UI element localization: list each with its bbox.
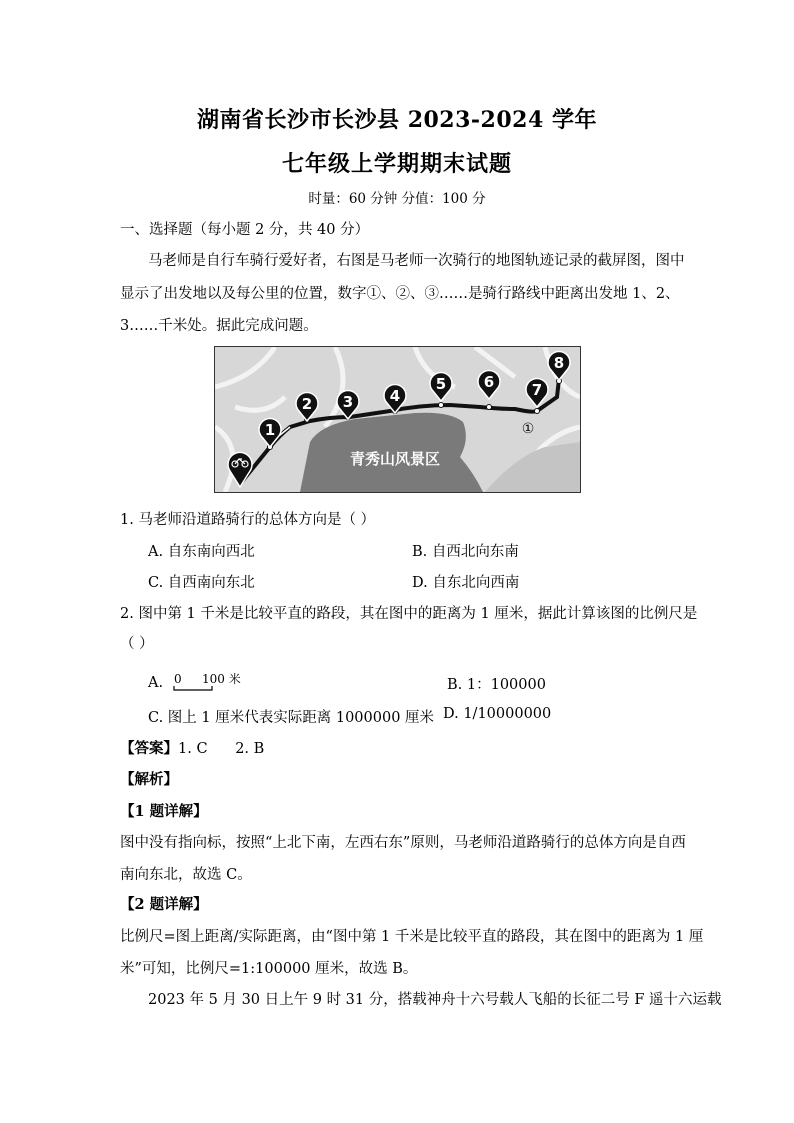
exam-meta: 时量：60 分钟 分值：100 分 [308,191,486,207]
km-marker-label: 4 [389,387,401,405]
km-marker-label: 5 [435,375,447,393]
q2-option-b: B. 1：100000 [447,677,546,693]
circled-label: ① [521,421,535,437]
km-marker-label: 8 [553,354,565,372]
exam-title: 湖南省长沙市长沙县 2023-2024 学年 [197,107,597,133]
km-marker-label: 1 [264,421,276,439]
scale-zero: 0 [173,672,182,686]
km-marker-label: 3 [342,393,354,411]
question-2-stem-2: （ ） [120,636,154,652]
scale-bar-icon [168,672,258,694]
section-heading: 一、选择题（每小题 2 分，共 40 分） [120,222,370,238]
question-2-stem-1: 2. 图中第 1 千米是比较平直的路段，其在图中的距离为 1 厘米，据此计算该图的比例尺是 [120,606,698,622]
question-1-stem: 1. 马老师沿道路骑行的总体方向是（ ） [120,512,376,528]
q1-option-d: D. 自东北向西南 [412,575,520,591]
q2-option-a [148,672,258,694]
km-marker-label: 7 [531,381,543,399]
q2-detail-line-2: 米”可知，比例尺=1:100000 厘米，故选 B。 [120,961,418,977]
q2-option-c: C. 图上 1 厘米代表实际距离 1000000 厘米 [148,710,435,726]
q1-detail-line-2: 南向东北，故选 C。 [120,867,252,883]
scale-label: 100 米 [201,672,241,686]
q2-detail-line-1: 比例尺=图上距离/实际距离，由“图中第 1 千米是比较平直的路段，其在图中的距离为 1 厘 [120,929,704,945]
q1-option-c: C. 自西南向东北 [148,575,255,591]
intro-line-3: 3……千米处。据此完成问题。 [120,318,318,334]
q1-option-a: A. 自东南向西北 [148,544,255,560]
q2-option-a-prefix: A. [148,675,164,691]
scenic-area-label: 青秀山风景区 [349,450,441,468]
answer-label: 【答案】 [120,740,178,757]
km-marker-label: 2 [301,395,313,413]
q2-detail-heading: 【2 题详解】 [120,896,208,913]
answer-line [120,737,264,758]
q1-detail-line-1: 图中没有指向标，按照“上北下南，左西右东”原则，马老师沿道路骑行的总体方向是自西 [120,835,686,851]
km-marker-label: 6 [483,373,495,391]
analysis-label: 【解析】 [120,771,178,788]
q1-option-b: B. 自西北向东南 [412,544,519,560]
q2-option-d: D. 1/10000000 [443,706,552,722]
next-question-intro: 2023 年 5 月 30 日上午 9 时 31 分，搭载神舟十六号载人飞船的长征二号 F 遥十六运载 [148,992,722,1008]
route-map [214,346,581,493]
intro-line-1: 马老师是自行车骑行爱好者，右图是马老师一次骑行的地图轨迹记录的截屏图，图中 [148,253,685,269]
answer-text: 1. C 2. B [178,741,265,757]
q1-detail-heading: 【1 题详解】 [120,803,208,820]
intro-line-2: 显示了出发地以及每公里的位置，数字①、②、③……是骑行路线中距离出发地 1、2、 [120,286,680,302]
exam-subtitle: 七年级上学期期末试题 [281,151,512,177]
